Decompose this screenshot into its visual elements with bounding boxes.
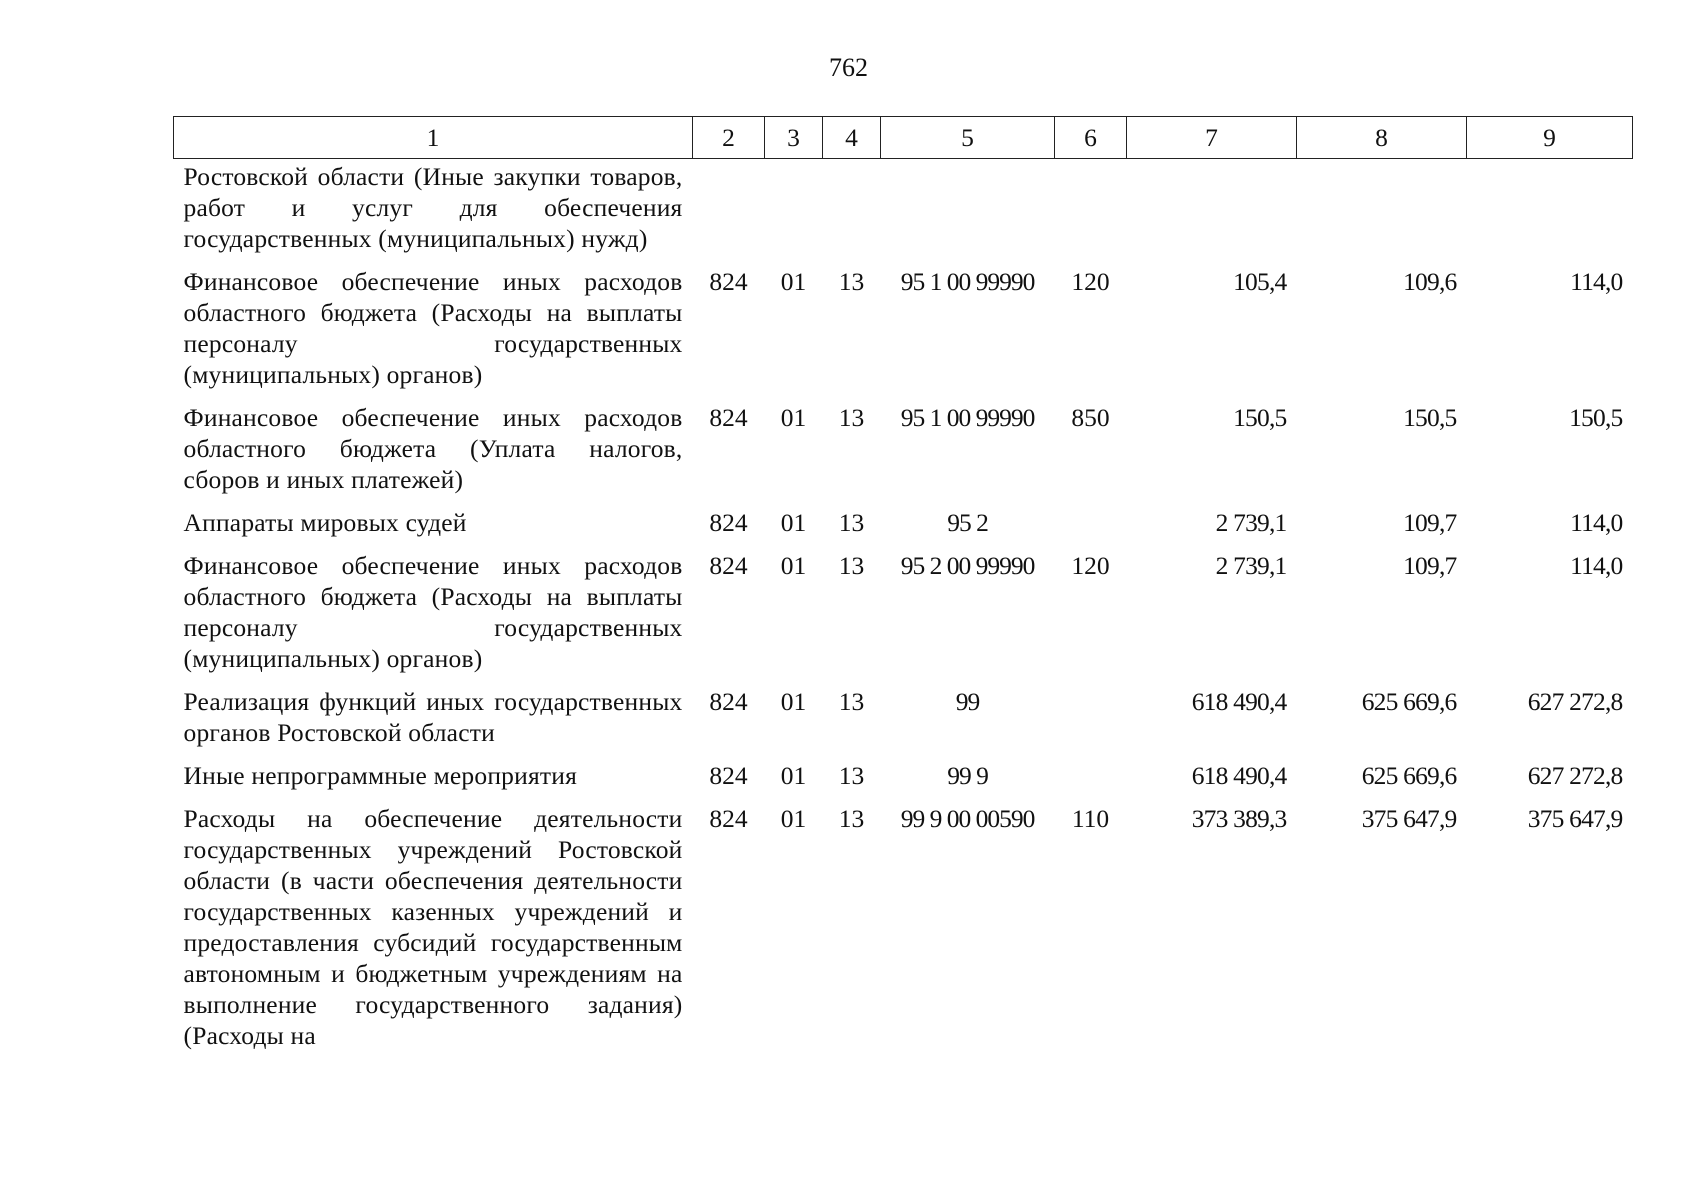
row-description: Аппараты мировых судей (183, 508, 467, 537)
row-description: Ростовской области (Иные закупки товаров, работ и услуг для обеспечения государственных (муниципальных) нужд) (183, 162, 683, 253)
amount-col-9: 375 647,9 (1527, 804, 1623, 833)
ministry-code: 824 (709, 687, 748, 716)
column-header: 2 (693, 117, 765, 159)
column-header: 3 (765, 117, 823, 159)
target-article-code: 99 9 00 00590 (900, 804, 1035, 833)
page-number: 762 (829, 53, 868, 82)
row-description: Финансовое обеспечение иных расходов областного бюджета (Расходы на выплаты персоналу государственных (муниципальных) органов) (183, 267, 683, 389)
row-description: Реализация функций иных государственных органов Ростовской области (183, 687, 683, 747)
amount-col-9: 150,5 (1569, 403, 1623, 432)
row-description: Финансовое обеспечение иных расходов областного бюджета (Расходы на выплаты персоналу государственных (муниципальных) органов) (183, 551, 683, 673)
amount-col-7: 2 739,1 (1215, 551, 1287, 580)
column-header: 1 (174, 117, 693, 159)
table-row (174, 803, 1633, 1063)
expense-type-code: 120 (1071, 551, 1110, 580)
amount-col-7: 373 389,3 (1191, 804, 1287, 833)
section-code: 01 (780, 508, 807, 537)
section-code: 01 (780, 267, 807, 296)
ministry-code: 824 (709, 804, 748, 833)
ministry-code: 824 (709, 267, 748, 296)
amount-col-7: 105,4 (1233, 267, 1287, 296)
subsection-code: 13 (838, 403, 865, 432)
target-article-code: 99 (955, 687, 980, 716)
expense-type-code (1055, 760, 1127, 803)
amount-col-8: 625 669,6 (1361, 761, 1457, 790)
amount-col-7 (1127, 159, 1297, 267)
amount-col-9: 114,0 (1570, 267, 1623, 296)
expense-type-code (1055, 686, 1127, 760)
amount-col-8: 109,6 (1403, 267, 1457, 296)
amount-col-7: 2 739,1 (1215, 508, 1287, 537)
amount-col-9 (1467, 159, 1633, 267)
amount-col-8: 109,7 (1403, 508, 1457, 537)
table-header-row (174, 117, 1633, 159)
table-row (174, 402, 1633, 507)
table-row (174, 266, 1633, 402)
amount-col-8: 109,7 (1403, 551, 1457, 580)
target-article-code: 99 9 (947, 761, 988, 790)
amount-col-9: 627 272,8 (1527, 687, 1623, 716)
row-description: Расходы на обеспечение деятельности государственных учреждений Ростовской области (в части обеспечения деятельности государственных казенных учреждений и предоставления субсидий государственным автономным и бюджетным учреждениям на выполнение государственного задания) (Расходы на (183, 804, 683, 1050)
target-article-code: 95 2 00 99990 (900, 551, 1035, 580)
row-description: Иные непрограммные мероприятия (183, 761, 578, 790)
section-code: 01 (780, 551, 807, 580)
table-row (174, 507, 1633, 550)
expense-type-code (1055, 159, 1127, 267)
column-header: 5 (881, 117, 1055, 159)
target-article-code: 95 1 00 99990 (900, 267, 1035, 296)
column-header: 6 (1055, 117, 1127, 159)
subsection-code: 13 (838, 267, 865, 296)
column-header: 4 (823, 117, 881, 159)
amount-col-7: 618 490,4 (1191, 761, 1287, 790)
subsection-code: 13 (838, 804, 865, 833)
amount-col-9: 114,0 (1570, 551, 1623, 580)
row-description: Финансовое обеспечение иных расходов областного бюджета (Уплата налогов, сборов и иных платежей) (183, 403, 683, 494)
amount-col-8: 375 647,9 (1361, 804, 1457, 833)
amount-col-9: 114,0 (1570, 508, 1623, 537)
column-header: 8 (1297, 117, 1467, 159)
amount-col-9: 627 272,8 (1527, 761, 1623, 790)
column-header: 9 (1467, 117, 1633, 159)
section-code: 01 (780, 761, 807, 790)
section-code: 01 (780, 403, 807, 432)
ministry-code (693, 159, 765, 267)
expense-type-code: 120 (1071, 267, 1110, 296)
amount-col-8 (1297, 159, 1467, 267)
expense-type-code: 110 (1071, 804, 1110, 833)
target-article-code: 95 2 (947, 508, 988, 537)
target-article-code (881, 159, 1055, 267)
subsection-code (823, 159, 881, 267)
section-code: 01 (780, 687, 807, 716)
table-row (174, 159, 1633, 267)
budget-table (173, 116, 1633, 1063)
subsection-code: 13 (838, 508, 865, 537)
table-row (174, 550, 1633, 686)
expense-type-code (1055, 507, 1127, 550)
amount-col-7: 150,5 (1233, 403, 1287, 432)
subsection-code: 13 (838, 687, 865, 716)
section-code (765, 159, 823, 267)
section-code: 01 (780, 804, 807, 833)
table-row (174, 686, 1633, 760)
target-article-code: 95 1 00 99990 (900, 403, 1035, 432)
ministry-code: 824 (709, 761, 748, 790)
ministry-code: 824 (709, 551, 748, 580)
subsection-code: 13 (838, 761, 865, 790)
expense-type-code: 850 (1071, 403, 1110, 432)
amount-col-7: 618 490,4 (1191, 687, 1287, 716)
amount-col-8: 150,5 (1403, 403, 1457, 432)
column-header: 7 (1127, 117, 1297, 159)
table-row (174, 760, 1633, 803)
amount-col-8: 625 669,6 (1361, 687, 1457, 716)
ministry-code: 824 (709, 508, 748, 537)
ministry-code: 824 (709, 403, 748, 432)
subsection-code: 13 (838, 551, 865, 580)
